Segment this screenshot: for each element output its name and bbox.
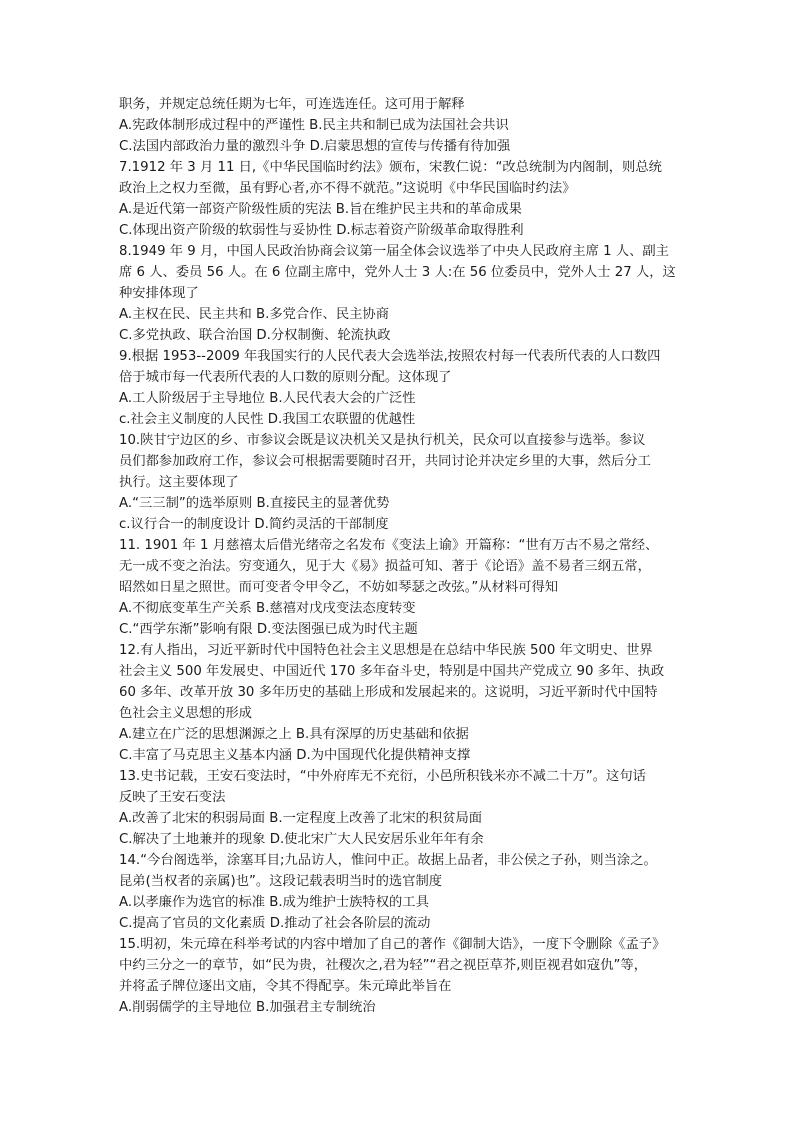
text-line: 政治上之权力至微，虽有野心者,亦不得不就范。”这说明《中华民国临时约法》 [119, 181, 576, 196]
text-line: c.社会主义制度的人民性 D.我国工农联盟的优越性 [119, 412, 416, 427]
text-line: 无一成不变之治法。穷变通久，见于大《易》损益可知、著于《论语》盖不易者三纲五常， [119, 559, 651, 574]
document-page [119, 94, 679, 1018]
text-line: 14.“今台阁选举，涂塞耳目;九品访人，惟问中正。故据上品者，非公侯之子孙，则当涂之。 [119, 853, 657, 868]
text-line: A.主权在民、民主共和 B.多党合作、民主协商 [119, 307, 390, 322]
text-line: 11. 1901 年 1 月慈禧太后借光绪帝之名发布《变法上谕》开篇称：“世有万古不易之常经、 [119, 538, 659, 553]
text-line: 席 6 人、委员 56 人。在 6 位副主席中，党外人士 3 人:在 56 位委员中，党外人士 27 人，这 [119, 265, 676, 280]
text-line: 职务，并规定总统任期为七年，可连选连任。这可用于解释 [119, 97, 465, 112]
text-line: 8.1949 年 9 月，中国人民政治协商会议第一届全体会议选举了中央人民政府主席 1 人、副主 [119, 244, 669, 259]
text-line: 昭然如日星之照世。而可变者令甲令乙，不妨如琴瑟之改弦。”从材料可得知 [119, 580, 559, 595]
text-line: 12.有人指出，习近平新时代中国特色社会主义思想是在总结中华民族 500 年文明史、世界 [119, 643, 653, 658]
text-line: 执行。这主要体现了 [119, 475, 239, 490]
text-line: 员们都参加政府工作，参议会可根据需要随时召开，共同讨论并决定乡里的大事，然后分工 [119, 454, 651, 469]
text-line: C.多党执政、联合治国 D.分权制衡、轮流执政 [119, 328, 391, 343]
text-line: 15.明初，朱元璋在科举考试的内容中增加了自己的著作《御制大诰》，一度下令删除《孟子》 [119, 937, 666, 952]
text-line: A.改善了北宋的积弱局面 B.一定程度上改善了北宋的积贫局面 [119, 811, 483, 826]
text-line: C.体现出资产阶级的软弱性与妥协性 D.标志着资产阶级革命取得胜利 [119, 223, 524, 238]
text-line: 7.1912 年 3 月 11 日,《中华民国临时约法》颁布，宋教仁说：“改总统制为内阁制，则总统 [119, 160, 662, 175]
text-line: A.是近代第一部资产阶级性质的宪法 B.旨在维护民主共和的革命成果 [119, 202, 522, 217]
text-line: A.宪政体制形成过程中的严谨性 B.民主共和制已成为法国社会共识 [119, 118, 509, 133]
text-line: 倍于城市每一代表所代表的人口数的原则分配。这体现了 [119, 370, 452, 385]
text-line: A.以孝廉作为选官的标准 B.成为维护士族特权的工具 [119, 895, 429, 910]
text-line: 种安排体现了 [119, 286, 199, 301]
text-line: A.建立在广泛的思想渊源之上 B.具有深厚的历史基础和依据 [119, 727, 469, 742]
text-line: C.解决了土地兼并的现象 D.使北宋广大人民安居乐业年年有余 [119, 832, 484, 847]
text-line: 反映了王安石变法 [119, 790, 226, 805]
text-line: A.“三三制”的选举原则 B.直接民主的显著优势 [119, 496, 390, 511]
text-line: C.提高了官员的文化素质 D.推动了社会各阶层的流动 [119, 916, 431, 931]
text-line: 中约三分之一的章节，如“民为贵，社稷次之,君为轻”“君之视臣草芥,则臣视君如寇仇”等， [119, 958, 647, 973]
text-line: 并将孟子牌位逐出文庙，令其不得配享。朱元璋此举旨在 [119, 979, 452, 994]
text-line: A.削弱儒学的主导地位 B.加强君主专制统治 [119, 1000, 376, 1015]
text-line: 社会主义 500 年发展史、中国近代 170 多年奋斗史，特别是中国共产党成立 90 多年、执政 [119, 664, 665, 679]
text-line: 10.陕甘宁边区的乡、市参议会既是议决机关又是执行机关，民众可以直接参与选举。参议 [119, 433, 646, 448]
text-line: c.议行合一的制度设计 D.简约灵活的干部制度 [119, 517, 389, 532]
text-line: 13.史书记载，王安石变法时，“中外府库无不充衍，小邑所积钱米亦不减二十万”。这句话 [119, 769, 646, 784]
text-line: C.“西学东渐”影响有限 D.变法图强已成为时代主题 [119, 622, 418, 637]
text-line: 60 多年、改革开放 30 多年历史的基础上形成和发展起来的。这说明，习近平新时代中国特 [119, 685, 658, 700]
text-line: C.法国内部政治力量的激烈斗争 D.启蒙思想的宣传与传播有待加强 [119, 139, 511, 154]
text-line: A.工人阶级居于主导地位 B.人民代表大会的广泛性 [119, 391, 416, 406]
text-line: A.不彻底变革生产关系 B.慈禧对戊戌变法态度转变 [119, 601, 416, 616]
text-line: 色社会主义思想的形成 [119, 706, 252, 721]
text-line: C.丰富了马克思主义基本内涵 D.为中国现代化提供精神支撑 [119, 748, 471, 763]
text-line: 9.根据 1953--2009 年我国实行的人民代表大会选举法,按照农村每一代表所代表的人口数四 [119, 349, 661, 364]
text-line: 昆弟(当权者的亲属)也”。这段记载表明当时的选官制度 [119, 874, 443, 889]
